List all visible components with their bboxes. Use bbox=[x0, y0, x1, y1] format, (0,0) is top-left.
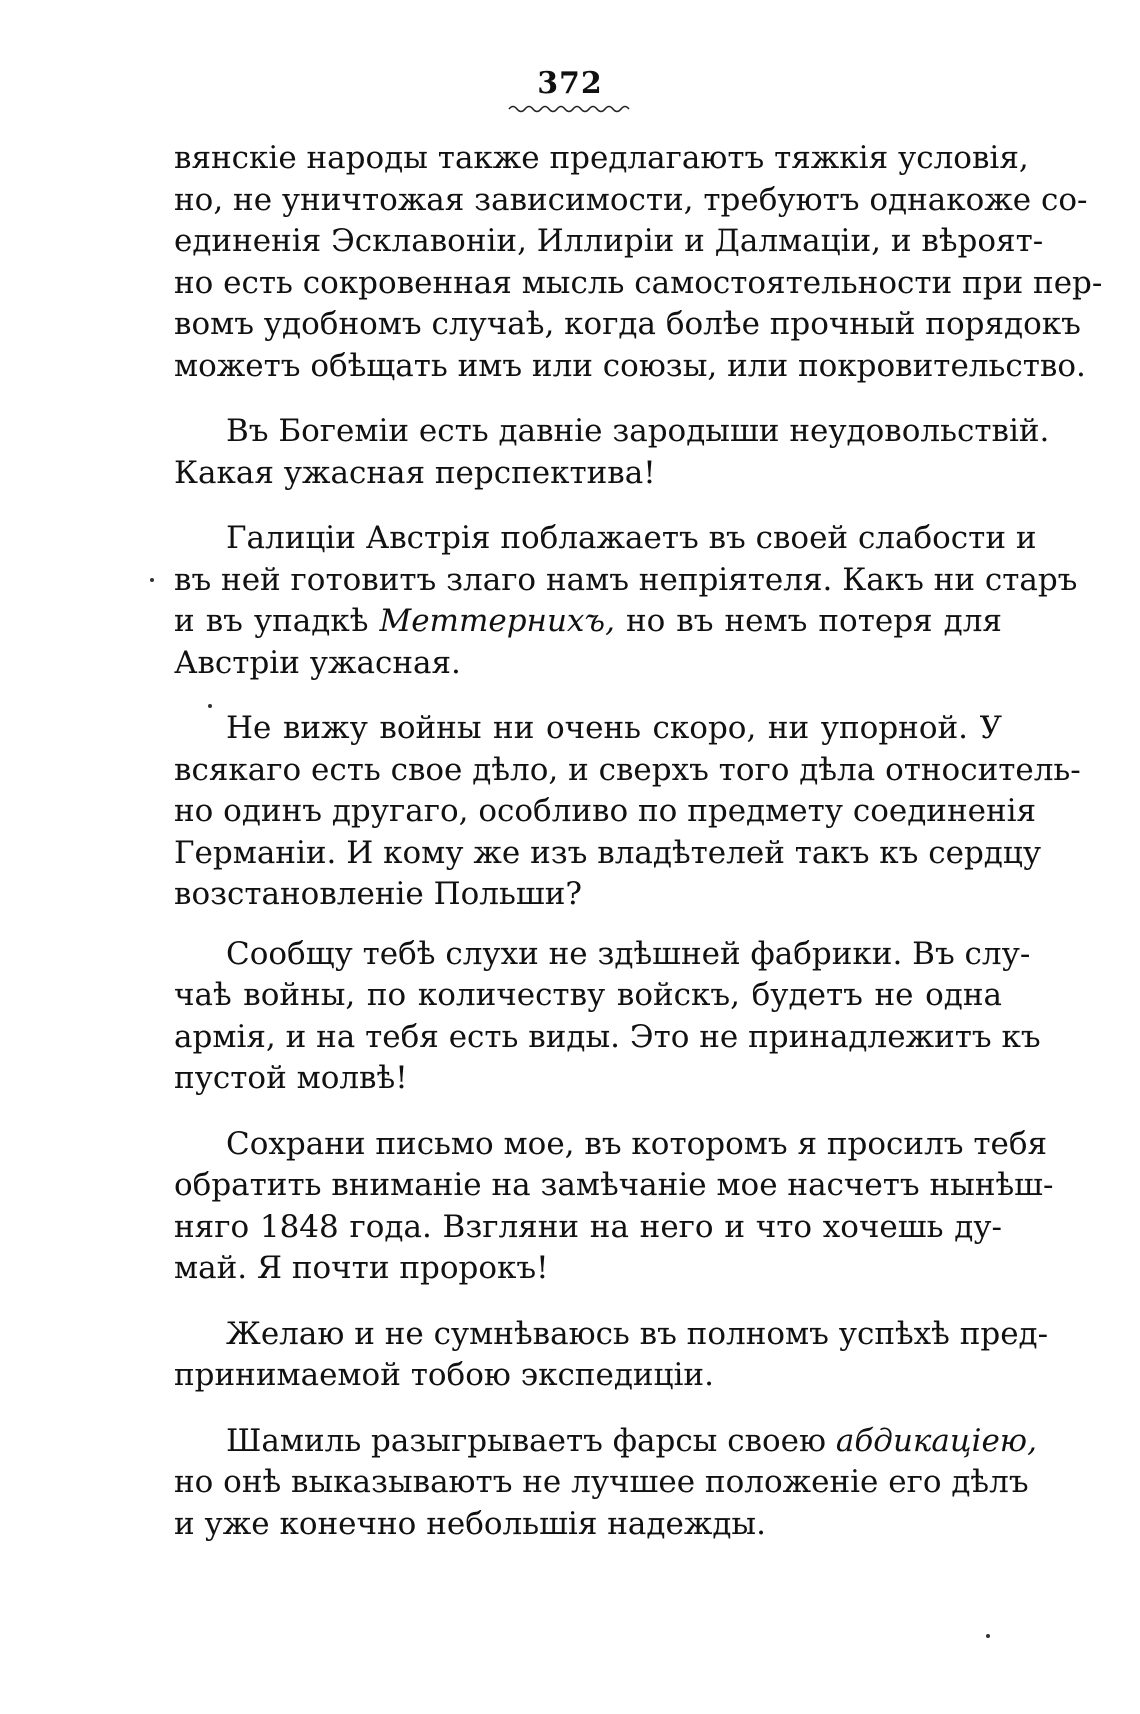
text-line: чаѣ войны, по количеству войскъ, будетъ не одна bbox=[174, 977, 1002, 1013]
text-line: всякаго есть свое дѣло, и сверхъ того дѣла относитель- bbox=[174, 751, 1081, 788]
text-line: но, не уничтожая зависимости, требуютъ однакоже со- bbox=[174, 181, 1088, 218]
text-line: Сообщу тебѣ слухи не здѣшней фабрики. Въ слу- bbox=[226, 935, 1031, 972]
italic-word: абдикаціею, bbox=[835, 1422, 1037, 1459]
text-line: Галиціи Австрія поблажаетъ въ своей слабости и bbox=[226, 520, 1037, 556]
text-line bbox=[174, 601, 1002, 643]
text-line: май. Я почти пророкъ! bbox=[174, 1250, 549, 1286]
text-line: Австріи ужасная. bbox=[174, 644, 461, 681]
page-number: 372 bbox=[537, 66, 603, 101]
text-line: и уже конечно небольшія надежды. bbox=[174, 1505, 766, 1542]
paragraph bbox=[174, 138, 1103, 387]
text-fragment: Шамиль разыгрываетъ фарсы своею bbox=[226, 1422, 827, 1459]
print-speck bbox=[986, 1634, 990, 1638]
text-line: пустой молвѣ! bbox=[174, 1060, 408, 1096]
text-line bbox=[174, 1421, 1037, 1463]
text-line: армія, и на тебя есть виды. Это не принадлежитъ къ bbox=[174, 1018, 1041, 1055]
text-fragment: но въ немъ потеря для bbox=[625, 603, 1002, 639]
paragraph bbox=[174, 934, 1041, 1100]
text-fragment: и въ упадкѣ bbox=[174, 603, 369, 639]
text-line: но одинъ другаго, особливо по предмету соединенія bbox=[174, 793, 1037, 829]
paragraph bbox=[174, 1421, 1037, 1546]
text-line: Въ Богеміи есть давніе зародыши неудовольствій. bbox=[226, 413, 1050, 449]
text-line: Германіи. И кому же изъ владѣтелей такъ къ сердцу bbox=[174, 834, 1042, 871]
text-line: Сохрани письмо мое, въ которомъ я просилъ тебя bbox=[226, 1125, 1048, 1162]
text-line: обратить вниманіе на замѣчаніе мое насчетъ нынѣш- bbox=[174, 1167, 1054, 1203]
text-line: можетъ обѣщать имъ или союзы, или покровительство. bbox=[174, 347, 1086, 384]
text-line: няго 1848 года. Взгляни на него и что хочешь ду- bbox=[174, 1208, 1002, 1245]
text-line: но онѣ выказываютъ не лучшее положеніе его дѣлъ bbox=[174, 1464, 1029, 1500]
paragraph bbox=[174, 1314, 1049, 1397]
print-speck bbox=[208, 704, 212, 708]
text-line: но есть сокровенная мысль самостоятельности при пер- bbox=[174, 264, 1103, 301]
paragraph bbox=[174, 708, 1081, 916]
wavy-rule-icon bbox=[507, 102, 633, 116]
text-line: Не вижу войны ни очень скоро, ни упорной. У bbox=[226, 710, 1002, 746]
text-line: вянскіе народы также предлагаютъ тяжкія условія, bbox=[174, 140, 1029, 176]
text-line: возстановленіе Польши? bbox=[174, 876, 582, 912]
text-line: вомъ удобномъ случаѣ, когда болѣе прочный порядокъ bbox=[174, 306, 1081, 342]
text-line: принимаемой тобою экспедиціи. bbox=[174, 1357, 714, 1393]
paragraph bbox=[174, 518, 1078, 684]
text-line: въ ней готовитъ злаго намъ непріятеля. Какъ ни старъ bbox=[174, 561, 1078, 598]
paragraph bbox=[174, 1124, 1054, 1290]
page-number-ornament bbox=[0, 102, 1140, 116]
text-line: Какая ужасная перспектива! bbox=[174, 454, 656, 491]
body-text bbox=[174, 138, 1103, 1545]
print-speck bbox=[150, 578, 154, 582]
text-line: Желаю и не сумнѣваюсь въ полномъ успѣхѣ пред- bbox=[226, 1315, 1049, 1352]
text-line: единенія Эсклавоніи, Иллиріи и Далмаціи, и вѣроят- bbox=[174, 223, 1044, 259]
paragraph bbox=[174, 411, 1050, 494]
italic-name: Меттернихъ, bbox=[379, 603, 615, 639]
